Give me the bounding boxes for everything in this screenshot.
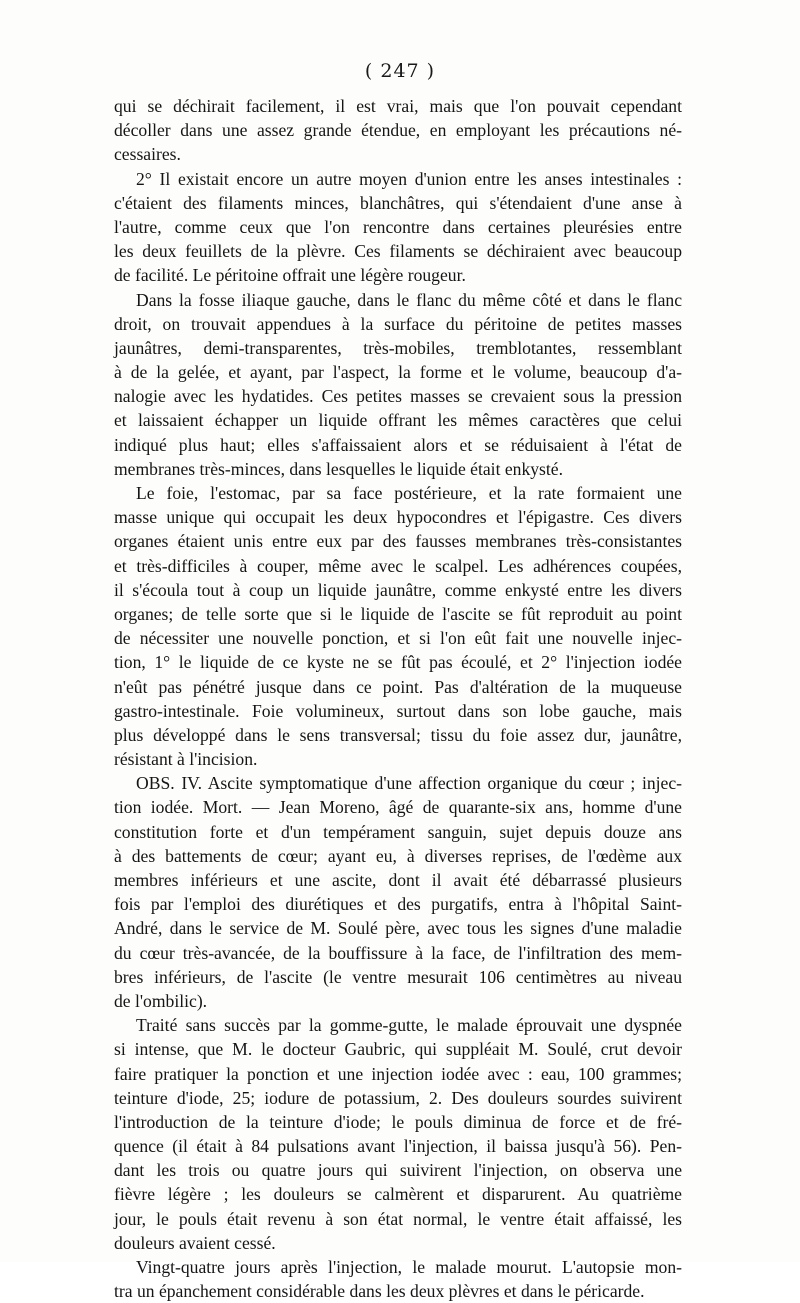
text-line: bres inférieurs, de l'ascite (le ventre mesurait 106 centimètres au niveau [114,966,682,987]
text-line: c'étaient des filaments minces, blanchâtres, qui s'étendaient d'une anse à [114,192,682,213]
text-line: teinture d'iode, 25; iodure de potassium, 2. Des douleurs sourdes suivirent [114,1087,682,1108]
paragraph [114,1013,682,1255]
text-line: Le foie, l'estomac, par sa face postérieure, et la rate formaient une [136,483,682,503]
paragraph [114,481,682,771]
body-text [114,94,682,1303]
text-line: organes étaient unis entre eux par des fausses membranes très-consistantes [114,531,682,552]
text-line: qui se déchirait facilement, il est vrai, mais que l'on pouvait cependant [114,96,682,116]
text-line: André, dans le service de M. Soulé père, avec tous les signes d'une maladie [114,918,682,939]
paragraph [114,771,682,1013]
text-line: constitution forte et d'un tempérament sanguin, sujet depuis douze ans [114,821,682,842]
paragraph [114,1255,682,1303]
text-line: n'eût pas pénétré jusque dans ce point. Pas d'altération de la muqueuse [114,676,682,697]
text-line: tion, 1° le liquide de ce kyste ne se fût pas écoulé, et 2° l'injection iodée [114,652,682,673]
text-line: gastro-intestinale. Foie volumineux, surtout dans son lobe gauche, mais [114,700,682,721]
text-line: dant les trois ou quatre jours qui suivirent l'injection, on observa une [114,1160,682,1181]
text-line: plus développé dans le sens transversal; tissu du foie assez dur, jaunâtre, [114,724,682,745]
text-line: il s'écoula tout à coup un liquide jaunâtre, comme enkysté entre les divers [114,579,682,600]
text-line: de l'ombilic). [114,990,208,1011]
text-line: fièvre légère ; les douleurs se calmèrent et disparurent. Au quatrième [114,1184,682,1205]
text-line: si intense, que M. le docteur Gaubric, qui suppléait M. Soulé, crut devoir [114,1039,682,1060]
text-line: membranes très-minces, dans lesquelles le liquide était enkysté. [114,458,563,479]
text-line: et laissaient échapper un liquide offrant les mêmes caractères que celui [114,410,682,431]
text-line: de nécessiter une nouvelle ponction, et si l'on eût fait une nouvelle injec- [114,628,682,649]
paragraph [114,288,682,482]
text-line: Traité sans succès par la gomme-gutte, le malade éprouvait une dyspnée [136,1015,682,1036]
text-line: les deux feuillets de la plèvre. Ces filaments se déchiraient avec beaucoup [114,241,682,262]
text-line: jour, le pouls était revenu à son état normal, le ventre était affaissé, les [114,1208,682,1229]
text-line: l'introduction de la teinture d'iode; le pouls diminua de force et de fré- [114,1111,682,1132]
text-line: droit, on trouvait appendues à la surface du péritoine de petites masses [114,313,682,334]
text-line: indiqué plus haut; elles s'affaissaient alors et se réduisaient à l'état de [114,434,682,455]
text-line: tion iodée. Mort. — Jean Moreno, âgé de quarante-six ans, homme d'une [114,797,682,818]
text-line: de facilité. Le péritoine offrait une légère rougeur. [114,265,466,286]
paragraph [114,94,682,167]
text-line: décoller dans une assez grande étendue, en employant les précautions né- [114,120,682,141]
text-line: OBS. IV. Ascite symptomatique d'une affection organique du cœur ; injec- [136,773,682,794]
text-line: douleurs avaient cessé. [114,1232,276,1253]
text-line: et très-difficiles à couper, même avec le scalpel. Les adhérences coupées, [114,555,682,576]
text-line: 2° Il existait encore un autre moyen d'union entre les anses intestinales : [136,168,682,189]
text-line: Vingt-quatre jours après l'injection, le malade mourut. L'autopsie mon- [136,1257,682,1277]
text-line: faire pratiquer la ponction et une injection iodée avec : eau, 100 grammes; [114,1063,682,1084]
paragraph [114,167,682,288]
page-number: ( 247 ) [364,60,436,82]
text-line: organes; de telle sorte que si le liquide de l'ascite se fût reproduit au point [114,603,682,624]
text-line: cessaires. [114,144,181,165]
text-line: quence (il était à 84 pulsations avant l'injection, il baissa jusqu'à 56). Pen- [114,1136,682,1157]
text-line: fois par l'emploi des diurétiques et des purgatifs, entra à l'hôpital Saint- [114,894,682,915]
text-line: résistant à l'incision. [114,749,258,770]
text-line: du cœur très-avancée, de la bouffissure à la face, de l'infiltration des mem- [114,942,682,963]
text-line: à de la gelée, et ayant, par l'aspect, la forme et le volume, beaucoup d'a- [114,362,682,383]
text-line: jaunâtres, demi-transparentes, très-mobiles, tremblotantes, ressemblant [114,337,682,358]
text-line: masse unique qui occupait les deux hypocondres et l'épigastre. Ces divers [114,507,682,528]
text-line: nalogie avec les hydatides. Ces petites masses se crevaient sous la pression [114,386,682,407]
text-line: l'autre, comme ceux que l'on rencontre dans certaines pleurésies entre [114,216,682,237]
text-line: à des battements de cœur; ayant eu, à diverses reprises, de l'œdème aux [114,845,682,866]
text-line: Dans la fosse iliaque gauche, dans le flanc du même côté et dans le flanc [136,289,682,310]
text-line: tra un épanchement considérable dans les deux plèvres et dans le péricarde. [114,1281,645,1302]
text-line: membres inférieurs et une ascite, dont il avait été débarrassé plusieurs [114,870,682,890]
